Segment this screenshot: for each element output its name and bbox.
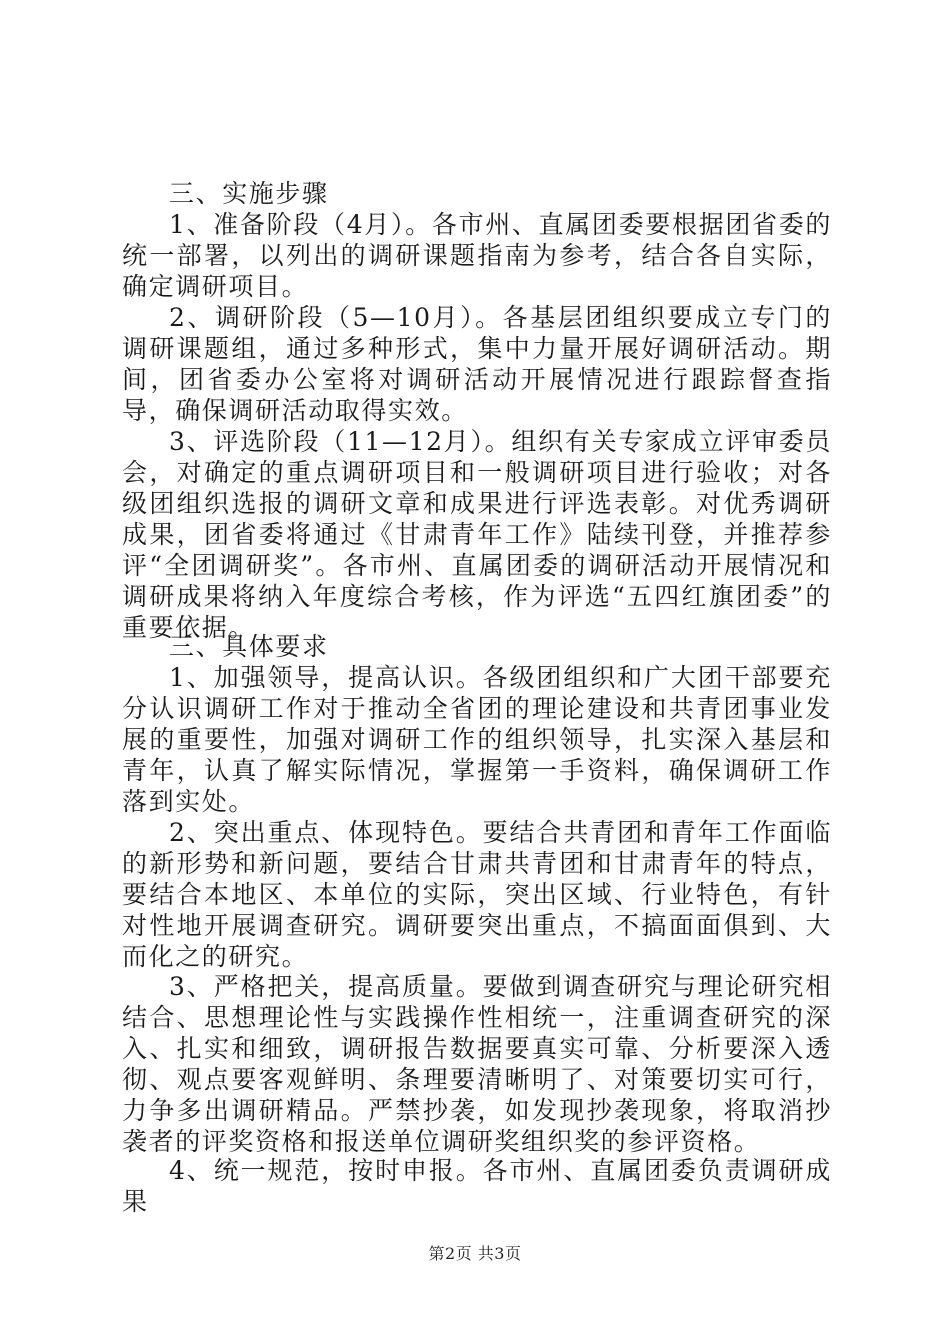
paragraph-step-1: 1、准备阶段（4月）。各市州、直属团委要根据团省委的统一部署，以列出的调研课题指南为参考，结合各自实际，确定调研项目。 <box>122 210 832 301</box>
paragraph-requirement-2: 2、突出重点、体现特色。要结合共青团和青年工作面临的新形势和新问题，要结合甘肃共青团和甘肃青年的特点，要结合本地区、本单位的实际，突出区域、行业特色，有针对性地开展调查研究。调研要突出重点，不搞面面俱到、大而化之的研究。 <box>122 818 832 971</box>
section-heading-implementation-steps: 三、实施步骤 <box>169 179 329 208</box>
paragraph-requirement-3: 3、严格把关，提高质量。要做到调查研究与理论研究相结合、思想理论性与实践操作性相统一，注重调查研究的深入、扎实和细致，调研报告数据要真实可靠、分析要深入透彻、观点要客观鲜明、条理要清晰明了、对策要切实可行，力争多出调研精品。严禁抄袭，如发现抄袭现象，将取消抄袭者的评奖资格和报送单位调研奖组织奖的参评资格。 <box>122 972 832 1156</box>
paragraph-step-3: 3、评选阶段（11—12月）。组织有关专家成立评审委员会，对确定的重点调研项目和一般调研项目进行验收；对各级团组织选报的调研文章和成果进行评选表彰。对优秀调研成果，团省委将通过《甘肃青年工作》陆续刊登，并推荐参评“全团调研奖”。各市州、直属团委的调研活动开展情况和调研成果将纳入年度综合考核，作为评选“五四红旗团委”的重要依据。 <box>122 427 832 642</box>
page-number-footer: 第2页 共3页 <box>428 1244 522 1263</box>
section-heading-specific-requirements: 三、具体要求 <box>169 632 329 661</box>
paragraph-step-2: 2、调研阶段（5—10月）。各基层团组织要成立专门的调研课题组，通过多种形式，集中力量开展好调研活动。期间，团省委办公室将对调研活动开展情况进行跟踪督查指导，确保调研活动取得实效。 <box>122 303 832 425</box>
paragraph-requirement-4: 4、统一规范，按时申报。各市州、直属团委负责调研成果 <box>122 1156 832 1216</box>
paragraph-requirement-1: 1、加强领导，提高认识。各级团组织和广大团干部要充分认识调研工作对于推动全省团的理论建设和共青团事业发展的重要性，加强对调研工作的组织领导，扎实深入基层和青年，认真了解实际情况，掌握第一手资料，确保调研工作落到实处。 <box>122 663 832 816</box>
